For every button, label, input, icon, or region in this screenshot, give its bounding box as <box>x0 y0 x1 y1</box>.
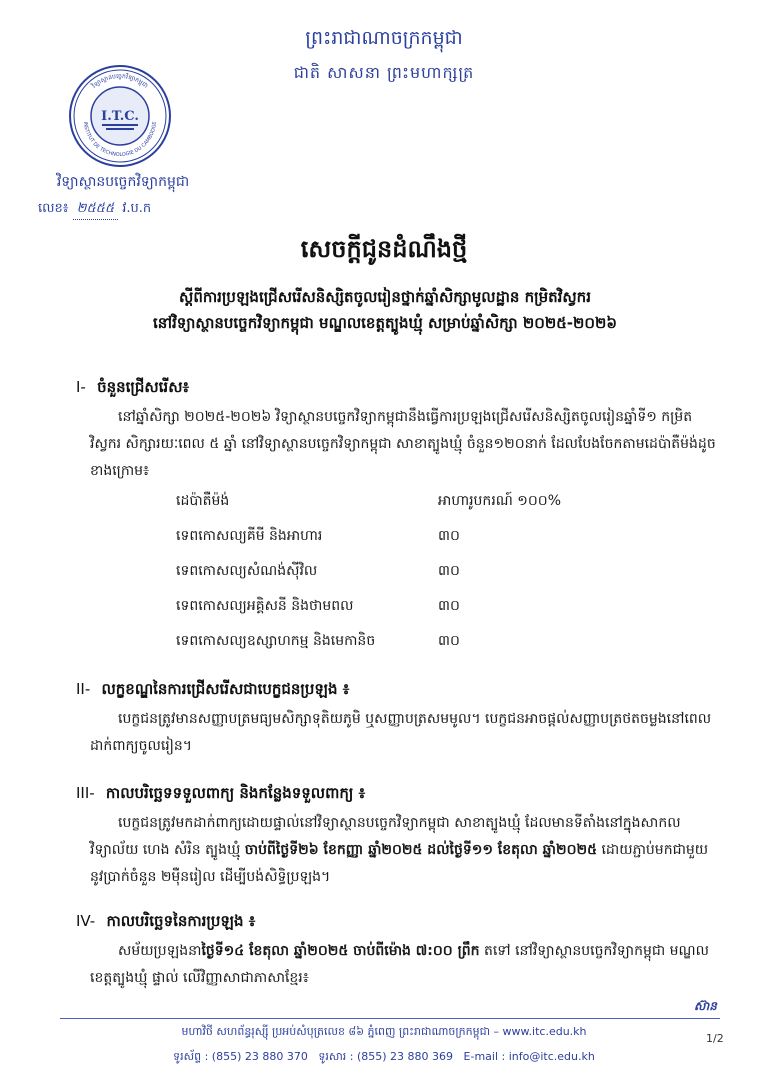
table-row <box>176 519 596 554</box>
footer-divider <box>60 1018 720 1019</box>
row-department: ទេពកោសល្យអគ្គិសនី និងថាមពល <box>176 598 354 614</box>
email-value: info@itc.edu.kh <box>508 1050 595 1063</box>
row-quota: ៣០ <box>438 598 460 614</box>
header-scholarship: អាហារូបករណ៍ ១០០% <box>438 493 562 509</box>
row-quota: ៣០ <box>438 563 460 579</box>
section-4-body-pre: សម័យប្រឡងនា <box>118 943 202 959</box>
section-4-numeral: IV- <box>76 912 96 930</box>
section-2-body: បេក្ខជនត្រូវមានសញ្ញាបត្រមធ្យមសិក្សាទុតិយភូមិ ឬសញ្ញាបត្រសមមូល។ បេក្ខជនអាចផ្តល់សញ្ញាបត្រថតចម្លងនៅពេលដាក់ពាក្យចូលរៀន។ <box>90 711 712 754</box>
section-1-heading <box>76 378 189 400</box>
svg-text:INSTITUT DE TECHNOLOGIE DU CAM: INSTITUT DE TECHNOLOGIE DU CAMBODGE <box>82 121 158 159</box>
footer-mark: ស៊ាន <box>694 999 717 1013</box>
document-subtitle <box>60 284 710 336</box>
phone-value: (855) 23 880 370 <box>211 1050 308 1063</box>
section-3-body-pre: បេក្ខជនត្រូវមកដាក់ពាក្យដោយផ្ទាល់នៅវិទ្យាស្ថានបច្ចេកវិទ្យាកម្ពុជា សាខាត្បូងឃ្មុំ ដែលមានទីតាំងនៅក្នុងសាកលវិទ្យាល័យ ហេង សំរិន ត្បូងឃ្មុំ <box>90 815 681 858</box>
section-3-body-dates: ចាប់ពីថ្ងៃទី២៦ ខែកញ្ញា ឆ្នាំ២០២៥ ដល់ថ្ងៃទី១១ ខែតុលា ឆ្នាំ២០២៥ <box>244 842 598 858</box>
subtitle-line-1: ស្តីពីការប្រឡងជ្រើសរើសនិស្សិតចូលរៀនថ្នាក់ឆ្នាំសិក្សាមូលដ្ឋាន កម្រិតវិស្វករ <box>179 288 591 306</box>
row-department: ទេពកោសល្យឧស្សាហកម្ម និងមេកានិច <box>176 633 376 649</box>
section-3-body <box>90 810 720 891</box>
section-2-numeral: II- <box>76 680 91 698</box>
svg-text:វិទ្យាស្ថានបច្ចេកវិទ្យាកម្ពុជា: វិទ្យាស្ថានបច្ចេកវិទ្យាកម្ពុជា <box>90 72 150 90</box>
fax-value: (855) 23 880 369 <box>356 1050 454 1063</box>
row-quota: ៣០ <box>438 633 460 649</box>
kingdom-title: ព្រះរាជាណាចក្រកម្ពុជា <box>305 27 463 49</box>
quota-table <box>176 484 596 659</box>
national-motto: ជាតិ សាសនា ព្រះមហាក្សត្រ <box>293 63 475 82</box>
table-row <box>176 589 596 624</box>
table-row <box>176 624 596 659</box>
document-title: សេចក្តីជូនដំណឹងថ្មី <box>300 235 468 263</box>
footer-address: មហាវិថី សហព័ន្ធរុស្ស៊ី ប្រអប់សំបុត្រលេខ ៨៦ ភ្នំពេញ ព្រះរាជាណាចក្រកម្ពុជា – www.itc.edu.kh <box>181 1025 587 1038</box>
page-number: 1/2 <box>706 1032 724 1045</box>
row-quota: ៣០ <box>438 528 460 544</box>
header-department: ដេប៉ាតឺម៉ង់ <box>176 493 230 509</box>
section-4-body-post: តទៅ នៅវិទ្យាស្ថានបច្ចេកវិទ្យាកម្ពុជា មណ្ឌលខេត្តត្បូងឃ្មុំ ផ្ទាល់ លើវិញ្ញាសាជាភាសាខ្មែរ៖ <box>90 943 709 986</box>
reference-number <box>38 200 151 220</box>
section-4-title: កាលបរិច្ឆេទនៃការប្រឡង ៖ <box>106 912 256 930</box>
section-2-title: លក្ខខណ្ឌនៃការជ្រើសរើសជាបេក្ខជនប្រឡង ៖ <box>101 680 350 698</box>
institution-seal <box>68 64 172 168</box>
row-department: ទេពកោសល្យគីមី និងអាហារ <box>176 528 323 544</box>
section-3-heading <box>76 784 365 806</box>
row-department: ទេពកោសល្យសំណង់ស៊ីវិល <box>176 563 318 579</box>
section-4-body <box>90 938 720 992</box>
email-label: E-mail : <box>463 1050 506 1063</box>
ref-suffix: វ.ប.ក <box>122 201 152 216</box>
section-4-heading <box>76 912 255 934</box>
ref-number-value: ២៥៥៥ <box>73 200 118 220</box>
section-1-numeral: I- <box>76 378 86 396</box>
svg-text:I.T.C.: I.T.C. <box>101 109 139 124</box>
section-2-heading <box>76 680 349 702</box>
footer-contacts <box>0 1050 768 1066</box>
quota-table-header <box>176 484 596 519</box>
section-3-title: កាលបរិច្ឆេទទទួលពាក្យ និងកន្លែងទទួលពាក្យ ៖ <box>105 784 366 802</box>
ref-label: លេខ៖ <box>38 201 69 216</box>
subtitle-line-2: នៅវិទ្យាស្ថានបច្ចេកវិទ្យាកម្ពុជា មណ្ឌលខេត្តត្បូងឃ្មុំ សម្រាប់ឆ្នាំសិក្សា ២០២៥-២០២៦ <box>153 314 617 332</box>
institution-name: វិទ្យាស្ថានបច្ចេកវិទ្យាកម្ពុជា <box>56 174 190 190</box>
phone-label: ទូរស័ព្ទ : <box>173 1050 209 1063</box>
section-1-title: ចំនួនជ្រើសរើស៖ <box>97 378 190 396</box>
section-3-numeral: III- <box>76 784 95 802</box>
fax-label: ទូរសារ : <box>318 1050 354 1063</box>
section-1-body: នៅឆ្នាំសិក្សា ២០២៥-២០២៦ វិទ្យាស្ថានបច្ចេកវិទ្យាកម្ពុជានឹងធ្វើការប្រឡងជ្រើសរើសនិស្សិតចូលរៀនឆ្នាំទី១ កម្រិតវិស្វករ សិក្សារយៈពេល ៥ ឆ្នាំ នៅវិទ្យាស្ថានបច្ចេកវិទ្យាកម្ពុជា សាខាត្បូងឃ្មុំ ចំនួន១២០នាក់ ដែលបែងចែកតាមដេប៉ាតឺម៉ង់ដូចខាងក្រោម៖ <box>90 409 716 479</box>
section-4-body-date: ថ្ងៃទី១៤ ខែតុលា ឆ្នាំ២០២៥ ចាប់ពីម៉ោង ៧:០០ ព្រឹក <box>201 943 480 959</box>
section-3-body-post: ដោយភ្ជាប់មកជាមួយនូវប្រាក់ចំនួន ២ម៉ឺនរៀល ដើម្បីបង់សិទ្ធិប្រឡង។ <box>90 842 709 885</box>
table-row <box>176 554 596 589</box>
